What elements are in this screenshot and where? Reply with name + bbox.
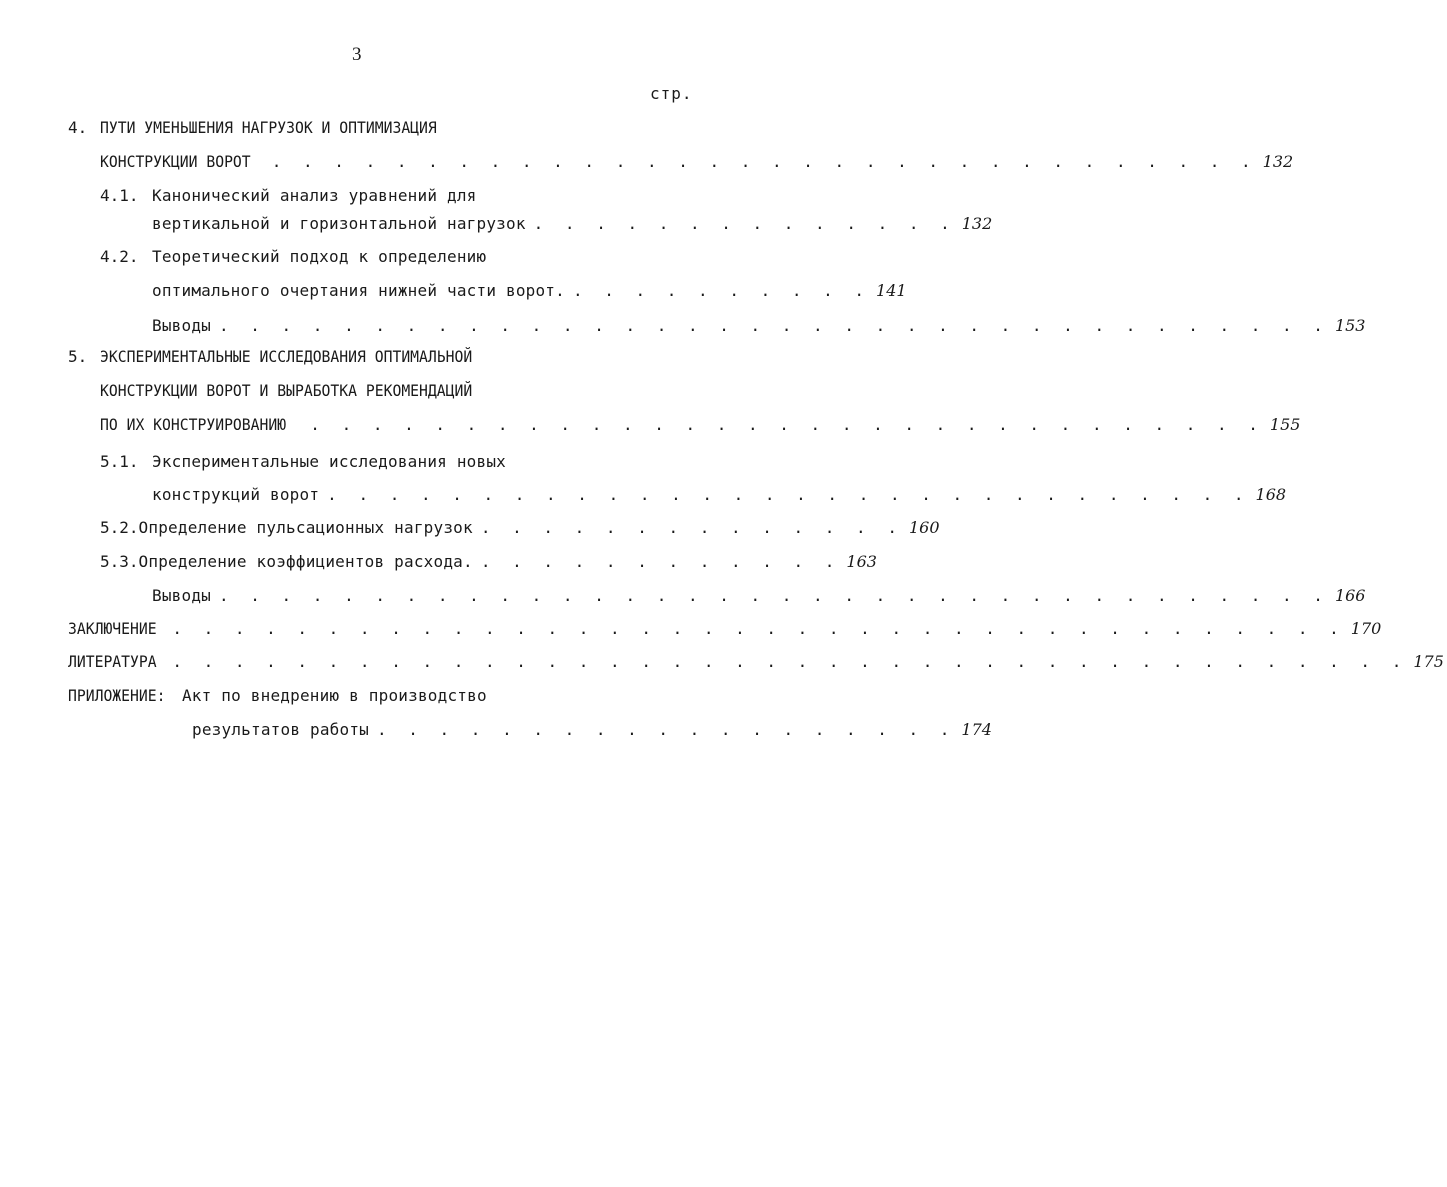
toc-entry-title: ЛИТЕРАТУРА [68, 652, 157, 671]
toc-page-number: 132 [1262, 152, 1294, 171]
toc-entry-title: ЭКСПЕРИМЕНТАЛЬНЫЕ ИССЛЕДОВАНИЯ ОПТИМАЛЬНОЙ [100, 347, 473, 366]
toc-section-4-2-line2 [152, 279, 907, 303]
toc-entry-title: Акт по внедрению в производство [181, 686, 487, 705]
toc-entry-title: Экспериментальные исследования новых [152, 452, 506, 471]
toc-page-number: 166 [1334, 586, 1366, 605]
toc-dot-leader: . . . . . . . . . . . . . . . . . . . . . . . . . . . . . . . . [271, 152, 1257, 171]
toc-appendix-line2 [192, 718, 992, 742]
toc-dot-leader: . . . . . . . . . . . . [480, 552, 841, 571]
toc-entry-title: Определение коэффициентов расхода. [138, 552, 473, 571]
toc-entry-title: Определение пульсационных нагрузок [138, 518, 473, 537]
toc-entry-number: 4.1. [100, 186, 139, 205]
toc-entry-number: 5. [68, 347, 88, 366]
toc-entry-title: конструкций ворот [152, 485, 320, 504]
toc-entry-title: КОНСТРУКЦИИ ВОРОТ И ВЫРАБОТКА РЕКОМЕНДАЦИЙ [100, 381, 473, 400]
toc-entry-title: ПО ИХ КОНСТРУИРОВАНИЮ [100, 415, 287, 434]
toc-page-number: 175 [1413, 652, 1444, 671]
toc-entry-number: 4.2. [100, 247, 139, 266]
toc-dot-leader: . . . . . . . . . . . . . . . . . . . . . . . . . . . . . . . . . . . . . . [172, 619, 1345, 638]
toc-dot-leader: . . . . . . . . . . . . . . [533, 214, 956, 233]
toc-page-number: 153 [1334, 316, 1366, 335]
toc-entry-title: оптимального очертания нижней части ворот. [152, 281, 565, 300]
toc-entry-title: Выводы [152, 586, 211, 605]
toc-section-4-1-line2 [152, 212, 993, 236]
toc-entry-number: 5.3. [100, 552, 139, 571]
toc-dot-leader: . . . . . . . . . . . . . . . . . . . . . . . . . . . . . . . . . . . . . . . . [172, 652, 1408, 671]
toc-chapter-4-title-line2 [100, 150, 1294, 174]
toc-entry-title: Канонический анализ уравнений для [152, 186, 477, 205]
toc-section-4-2-line1 [100, 245, 486, 269]
toc-section-5-3 [100, 550, 877, 574]
page-number: 3 [352, 44, 362, 65]
toc-entry-title: вертикальной и горизонтальной нагрузок [152, 214, 526, 233]
toc-appendix-line1 [68, 684, 487, 708]
toc-dot-leader: . . . . . . . . . . . . . . . . . . . . . . . . . . . . . . . . . . . . [219, 586, 1329, 605]
toc-dot-leader: . . . . . . . . . . . . . . . . . . . . . . . . . . . . . . . . . . . . [219, 316, 1329, 335]
toc-references [68, 650, 1444, 674]
toc-conclusions-4 [152, 314, 1366, 338]
toc-dot-leader: . . . . . . . . . . . . . . . . . . . . . . . . . . . . . . . [310, 415, 1264, 434]
toc-page-number: 163 [846, 552, 877, 571]
toc-page-number: 132 [961, 214, 993, 233]
toc-entry-title: Теоретический подход к определению [152, 247, 487, 266]
toc-entry-title: КОНСТРУКЦИИ ВОРОТ [100, 152, 251, 171]
toc-entry-title: результатов работы [192, 720, 369, 739]
toc-chapter-5-title-line3 [100, 413, 1301, 437]
toc-entry-number: 5.1. [100, 452, 139, 471]
toc-chapter-4-title-line1 [68, 116, 466, 140]
toc-dot-leader: . . . . . . . . . . . . . . [480, 518, 903, 537]
toc-page-number: 170 [1350, 619, 1382, 638]
toc-entry-label: ПРИЛОЖЕНИЕ: [68, 686, 166, 705]
toc-entry-title: ЗАКЛЮЧЕНИЕ [68, 619, 157, 638]
toc-dot-leader: . . . . . . . . . . [572, 281, 871, 300]
toc-page-number: 160 [908, 518, 940, 537]
toc-entry-number: 5.2. [100, 518, 139, 537]
toc-entry-number: 4. [68, 118, 88, 137]
toc-entry-title: Выводы [152, 316, 211, 335]
toc-conclusions-5 [152, 584, 1366, 608]
toc-section-4-1-line1 [100, 184, 476, 208]
toc-page-number: 141 [876, 281, 907, 300]
toc-dot-leader: . . . . . . . . . . . . . . . . . . . . . . . . . . . . . . [327, 485, 1250, 504]
toc-section-5-1-line1 [100, 450, 506, 474]
toc-dot-leader: . . . . . . . . . . . . . . . . . . . [377, 720, 956, 739]
page-column-label: стр. [650, 84, 693, 103]
toc-conclusion [68, 617, 1382, 641]
toc-section-5-2 [100, 516, 940, 540]
toc-page-number: 155 [1269, 415, 1301, 434]
toc-entry-title: ПУТИ УМЕНЬШЕНИЯ НАГРУЗОК И ОПТИМИЗАЦИЯ [100, 118, 437, 137]
toc-chapter-5-title-line1 [68, 345, 505, 369]
toc-page-number: 168 [1255, 485, 1287, 504]
toc-section-5-1-line2 [152, 483, 1287, 507]
toc-page-number: 174 [961, 720, 992, 739]
toc-chapter-5-title-line2 [100, 379, 505, 403]
